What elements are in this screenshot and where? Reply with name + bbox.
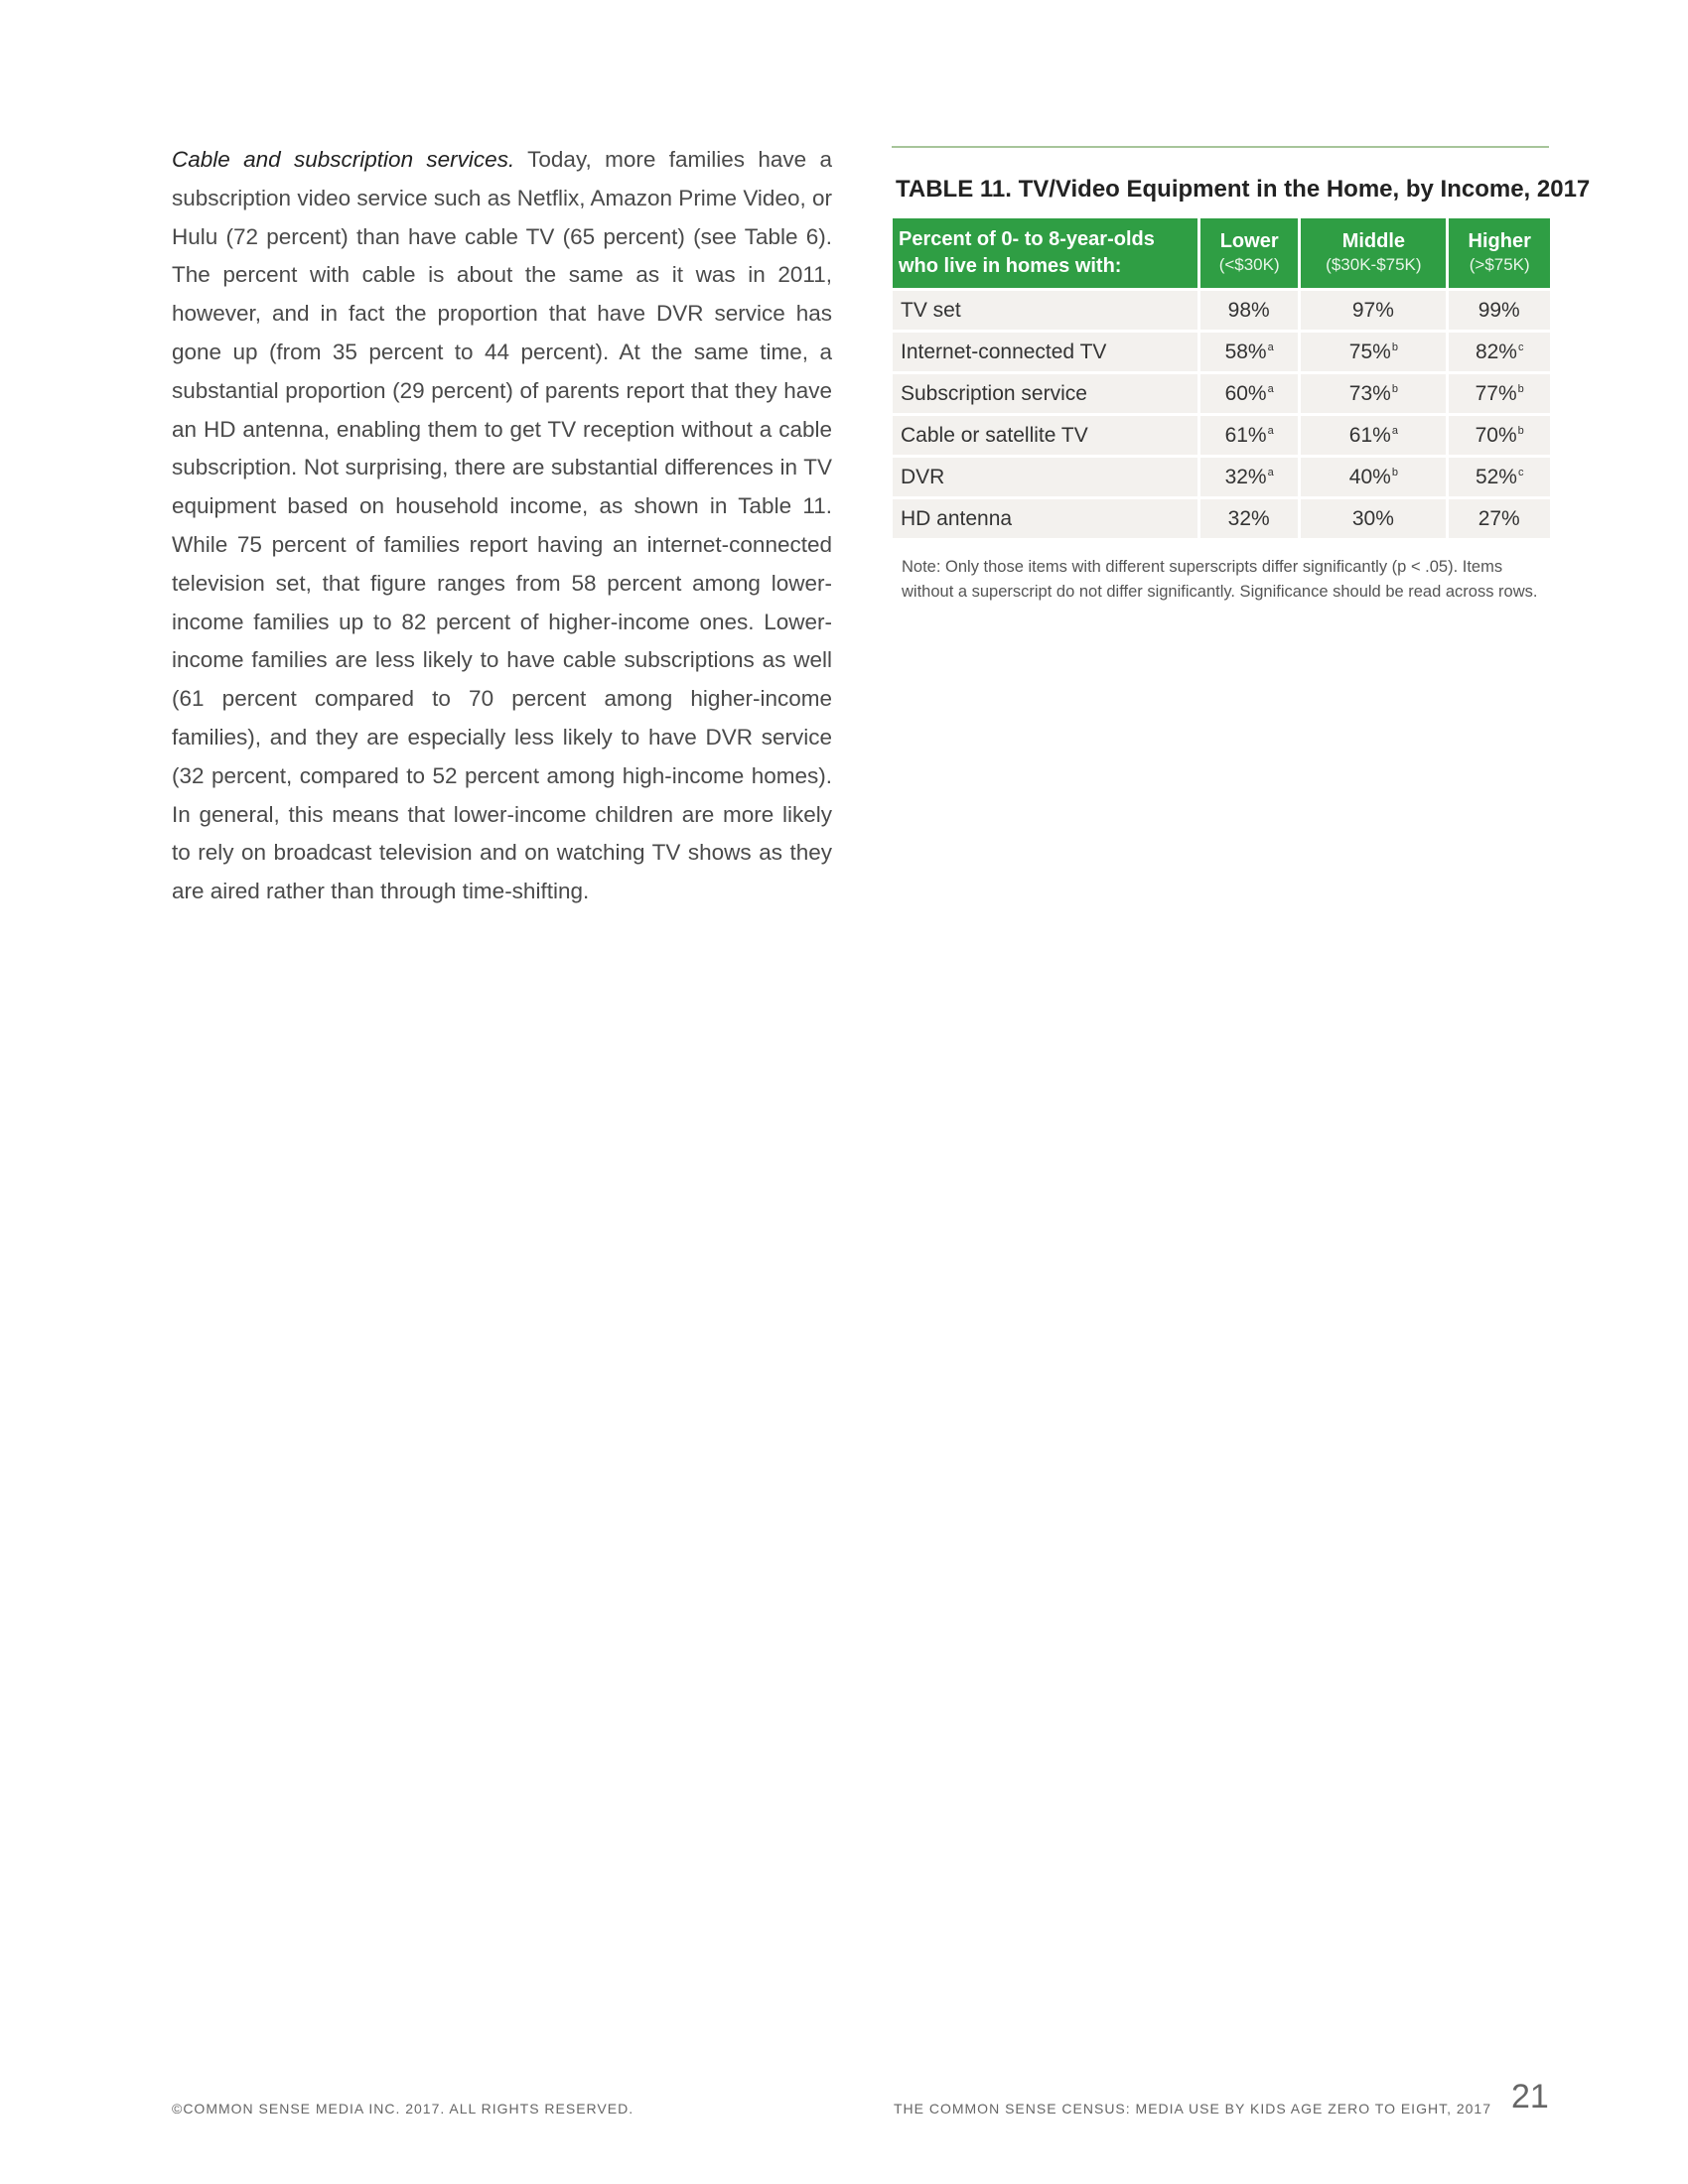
header-lower-name: Lower — [1219, 230, 1279, 252]
cell-middle: 61%$^a$ — [1301, 416, 1446, 455]
cell-middle: 75%$^b$ — [1301, 333, 1446, 371]
table-row — [893, 374, 1550, 413]
cell-higher: 52%$^c$ — [1449, 458, 1550, 496]
table-row — [893, 499, 1550, 538]
header-label: Percent of 0- to 8-year-olds who live in homes with: — [893, 218, 1197, 288]
table-note: Note: Only those items with different superscripts differ significantly (p < .05). Items without a superscript do not differ significantly. Significance should be read across rows. — [902, 558, 1538, 601]
cell-higher: 77%$^b$ — [1449, 374, 1550, 413]
row-label: Cable or satellite TV — [893, 416, 1197, 455]
footer-copyright: ©COMMON SENSE MEDIA INC. 2017. ALL RIGHTS RESERVED. — [172, 2101, 634, 2116]
header-higher-name: Higher — [1468, 230, 1531, 252]
table-row — [893, 416, 1550, 455]
cell-higher: 27% — [1449, 499, 1550, 538]
cell-higher: 82%$^c$ — [1449, 333, 1550, 371]
table-title: TABLE 11. TV/Video Equipment in the Home, by Income, 2017 — [896, 176, 1591, 203]
footer-title: THE COMMON SENSE CENSUS: MEDIA USE BY KIDS AGE ZERO TO EIGHT, 2017 — [893, 2101, 1491, 2116]
section-divider — [892, 146, 1549, 148]
header-middle-name: Middle — [1341, 230, 1406, 252]
cell-middle: 97% — [1301, 291, 1446, 330]
row-label: Subscription service — [893, 374, 1197, 413]
header-middle-range: ($30K-$75K) — [1326, 255, 1422, 274]
cell-middle: 30% — [1301, 499, 1446, 538]
table-row — [893, 333, 1550, 371]
cell-lower: 58%$^a$ — [1200, 333, 1298, 371]
row-label: DVR — [893, 458, 1197, 496]
row-label: HD antenna — [893, 499, 1197, 538]
table-row — [893, 458, 1550, 496]
cell-higher: 70%$^b$ — [1449, 416, 1550, 455]
page-number: 21 — [1511, 2078, 1549, 2116]
header-higher — [1449, 218, 1550, 288]
header-middle — [1301, 218, 1446, 288]
equipment-table — [890, 215, 1553, 541]
row-label: TV set — [893, 291, 1197, 330]
table-row — [893, 291, 1550, 330]
paragraph-text: Today, more families have a subscription video service such as Netflix, Amazon Prime Video, or Hulu (72 percent) than have cable TV (65 percent) (see Table 6). The percent with cable is about the same as it was in 2011, however, and in fact the proportion that have DVR service has gone up (from 35 percent to 44 percent). At the same time, a substantial proportion (29 percent) of parents report that they have an HD antenna, enabling them to get TV reception without a cable subscription. Not surprising, there are substantial differences in TV equipment based on household income, as shown in Table 11. While 75 percent of families report having an internet-connected television set, that figure ranges from 58 percent among lower-income families up to 82 percent of higher-income ones. Lower-income families are less likely to have cable subscriptions as well (61 percent compared to 70 percent among higher-income families), and they are especially less likely to have DVR service (32 percent, compared to 52 percent among high-income homes). In general, this means that lower-income children are more likely to rely on broadcast television and on watching TV shows as they are aired rather than through time-shifting. — [172, 147, 832, 904]
body-paragraph — [172, 141, 832, 911]
cell-lower: 61%$^a$ — [1200, 416, 1298, 455]
cell-lower: 60%$^a$ — [1200, 374, 1298, 413]
cell-middle: 73%$^b$ — [1301, 374, 1446, 413]
cell-higher: 99% — [1449, 291, 1550, 330]
table-section — [892, 146, 1591, 605]
cell-middle: 40%$^b$ — [1301, 458, 1446, 496]
header-lower-range: (<$30K) — [1218, 255, 1280, 274]
table-header-row — [893, 218, 1550, 288]
header-higher-range: (>$75K) — [1469, 255, 1530, 274]
cell-lower: 32% — [1200, 499, 1298, 538]
cell-lower: 32%$^a$ — [1200, 458, 1298, 496]
row-label: Internet-connected TV — [893, 333, 1197, 371]
cell-lower: 98% — [1200, 291, 1298, 330]
header-lower — [1200, 218, 1298, 288]
body-column — [172, 141, 832, 911]
lead-in-heading: Cable and subscription services. — [172, 147, 515, 172]
